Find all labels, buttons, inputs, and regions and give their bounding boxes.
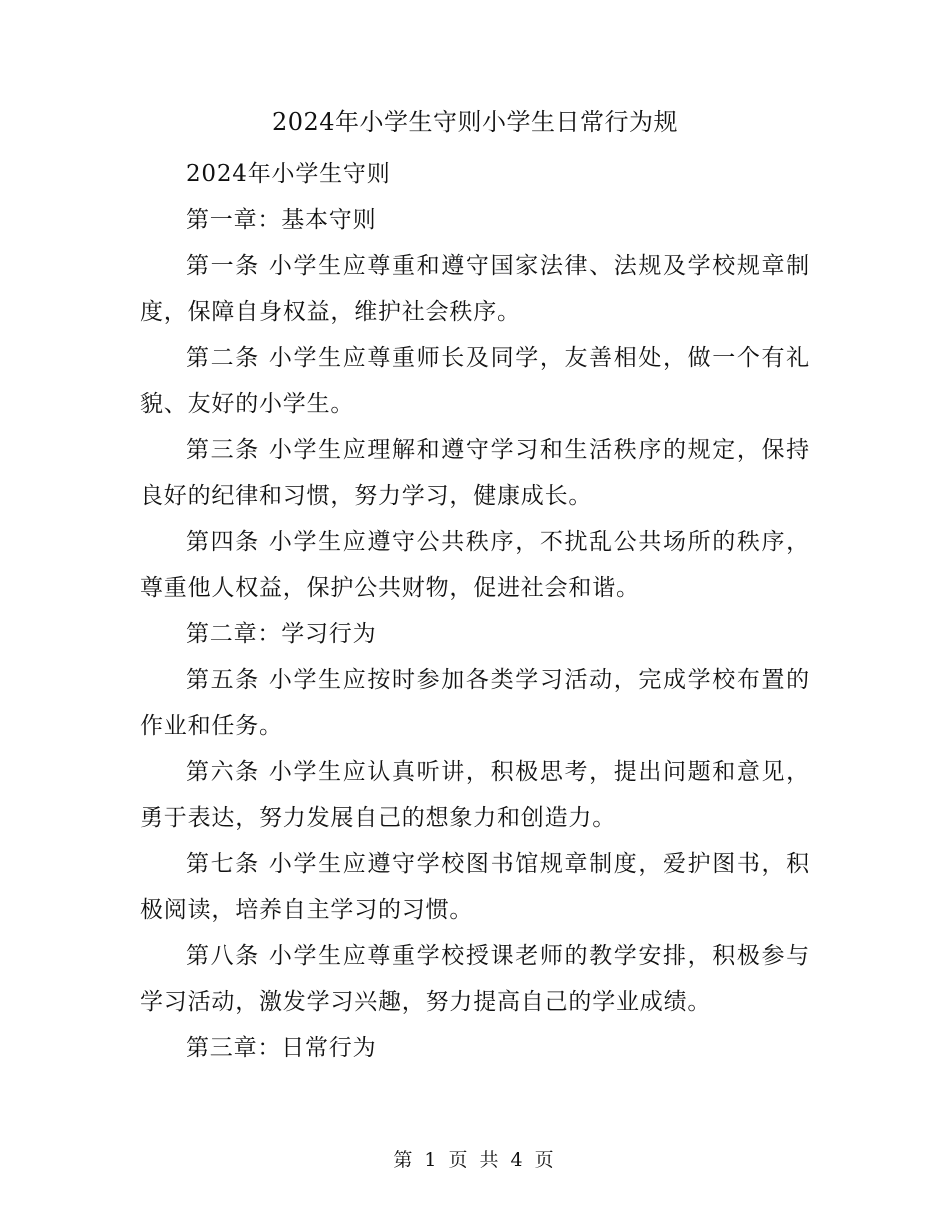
- article-paragraph: 第七条 小学生应遵守学校图书馆规章制度，爱护图书，积极阅读，培养自主学习的习惯。: [140, 851, 810, 923]
- article-paragraph: 第一条 小学生应尊重和遵守国家法律、法规及学校规章制度，保障自身权益，维护社会秩序。: [140, 253, 810, 325]
- article-paragraph: 第四条 小学生应遵守公共秩序，不扰乱公共场所的秩序，尊重他人权益，保护公共财物，促进社会和谐。: [140, 529, 810, 601]
- article-paragraph: 第五条 小学生应按时参加各类学习活动，完成学校布置的作业和任务。: [140, 667, 810, 739]
- document-body: [140, 151, 810, 1071]
- article-paragraph: 第六条 小学生应认真听讲，积极思考，提出问题和意见，勇于表达，努力发展自己的想象力和创造力。: [140, 759, 810, 831]
- document-title: 2024年小学生守则小学生日常行为规: [271, 108, 679, 136]
- chapter-heading: 第二章：学习行为: [186, 621, 377, 647]
- chapter-heading: 第三章：日常行为: [186, 1035, 377, 1061]
- chapter-heading: 第一章：基本守则: [186, 207, 377, 233]
- page-number-footer: 第 1 页 共 4 页: [393, 1149, 557, 1171]
- article-paragraph: 第二条 小学生应尊重师长及同学，友善相处，做一个有礼貌、友好的小学生。: [140, 345, 810, 417]
- article-paragraph: 第八条 小学生应尊重学校授课老师的教学安排，积极参与学习活动，激发学习兴趣，努力提高自己的学业成绩。: [140, 943, 810, 1015]
- section-heading: 2024年小学生守则: [186, 161, 391, 187]
- article-paragraph: 第三条 小学生应理解和遵守学习和生活秩序的规定，保持良好的纪律和习惯，努力学习，健康成长。: [140, 437, 810, 509]
